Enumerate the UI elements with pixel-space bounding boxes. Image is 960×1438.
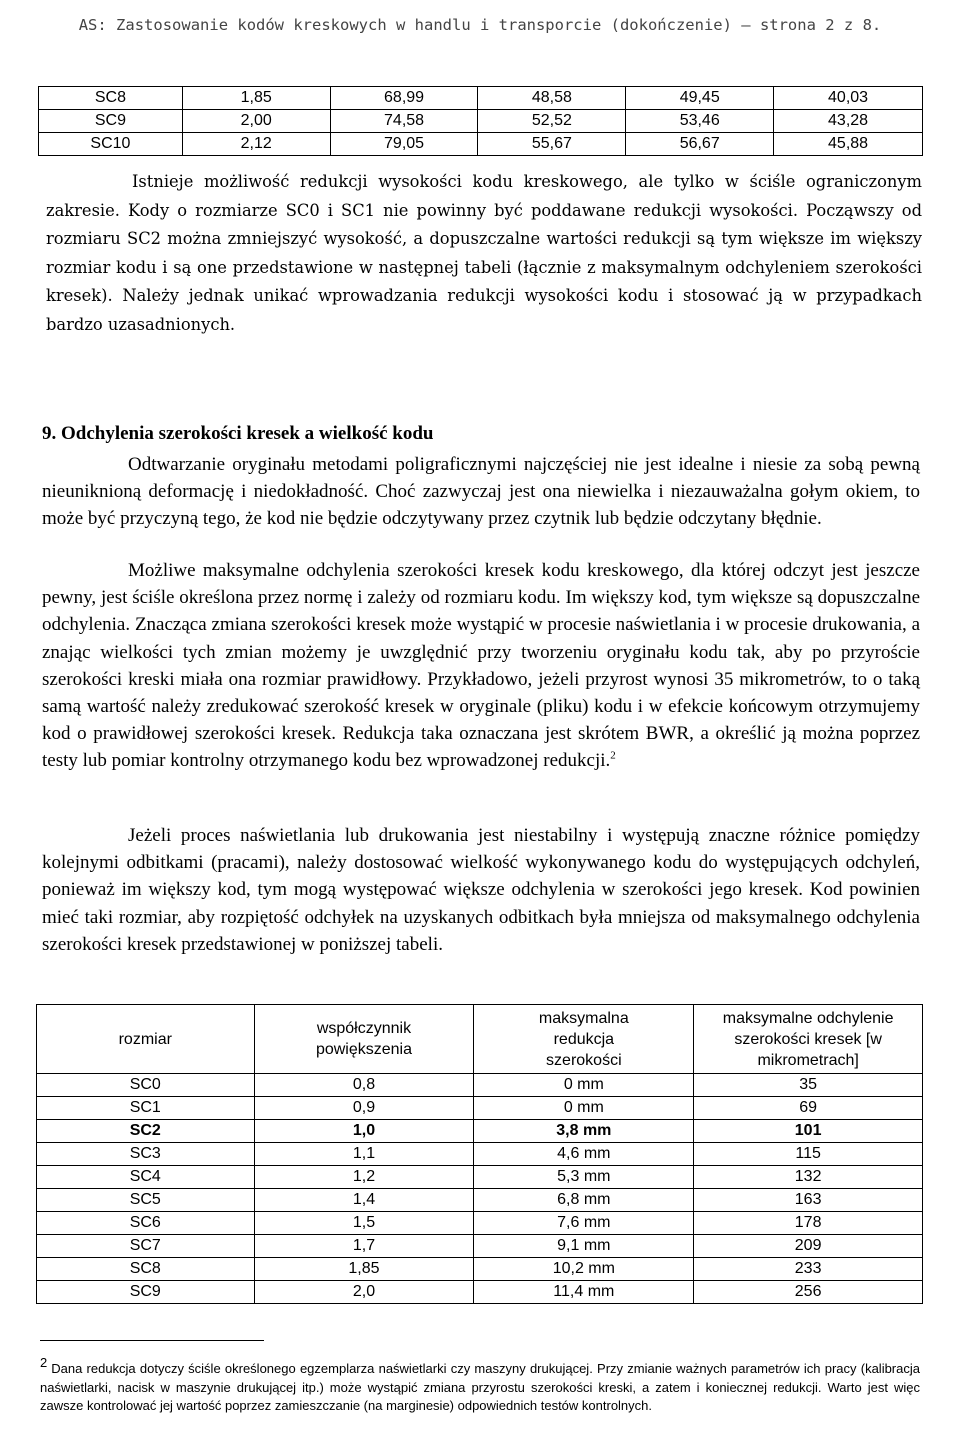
table-cell: 69	[694, 1097, 923, 1120]
table-row	[37, 1166, 923, 1189]
footnote-text: Dana redukcja dotyczy ściśle określonego egzemplarza naświetlarki czy maszyny drukującej. Przy zmianie ważnych parametrów ich pracy (kalibracja naświetlarki, nacisk w maszynie drukującej itp.) może wystąpić zmiana przyrostu szerokości kreski, a zatem i koniecznej redukcji. Warto jest więc zawsze kontrolować jej wartość poprzez zamieszczanie (na marginesie) odpowiednich testów kontrolnych.	[40, 1361, 920, 1413]
table-row	[37, 1281, 923, 1304]
table-cell: 3,8 mm	[474, 1120, 694, 1143]
table-cell: SC10	[39, 133, 183, 156]
table-cell: SC4	[37, 1166, 255, 1189]
size-reduction-table	[36, 1004, 923, 1304]
table-cell: SC7	[37, 1235, 255, 1258]
table-row	[37, 1097, 923, 1120]
table-cell: 2,00	[182, 110, 330, 133]
table-cell: 49,45	[626, 87, 774, 110]
table-cell: 43,28	[774, 110, 923, 133]
table-cell: 0 mm	[474, 1097, 694, 1120]
section-paragraph-1: Odtwarzanie oryginału metodami poligraficznymi najczęściej nie jest idealne i niesie za sobą pewną nieuniknioną deformację i niedokładność. Choć zazwyczaj jest ona niewielka i niezauważalna gołym okiem, to może być przyczyną tego, że kod nie będzie odczytywany przez czytnik lub będzie odczytany błędnie.	[42, 454, 920, 530]
table-cell: 115	[694, 1143, 923, 1166]
table-cell: SC1	[37, 1097, 255, 1120]
table-cell: 2,12	[182, 133, 330, 156]
table-row-highlighted	[37, 1120, 923, 1143]
table-cell: 1,7	[254, 1235, 474, 1258]
table-row	[39, 110, 923, 133]
section-heading: 9. Odchylenia szerokości kresek a wielkość kodu	[42, 423, 434, 444]
table-cell: 1,1	[254, 1143, 474, 1166]
table-cell: 132	[694, 1166, 923, 1189]
table-cell: 53,46	[626, 110, 774, 133]
table-cell: 0 mm	[474, 1074, 694, 1097]
table-header-row	[37, 1005, 923, 1074]
footnote	[40, 1355, 920, 1416]
table-row	[37, 1143, 923, 1166]
table-cell: SC8	[39, 87, 183, 110]
table-cell: 6,8 mm	[474, 1189, 694, 1212]
table-row	[37, 1258, 923, 1281]
column-header: współczynnik powiększenia	[254, 1005, 474, 1074]
table-cell: 0,9	[254, 1097, 474, 1120]
table-cell: 178	[694, 1212, 923, 1235]
table-cell: SC9	[37, 1281, 255, 1304]
table-cell: 35	[694, 1074, 923, 1097]
table-cell: SC5	[37, 1189, 255, 1212]
table-cell: 1,2	[254, 1166, 474, 1189]
column-header: rozmiar	[37, 1005, 255, 1074]
table-cell: 68,99	[330, 87, 478, 110]
table-cell: SC6	[37, 1212, 255, 1235]
footnote-reference[interactable]: 2	[610, 750, 616, 763]
table-cell: 1,85	[254, 1258, 474, 1281]
table-cell: 101	[694, 1120, 923, 1143]
table-row	[37, 1212, 923, 1235]
table-cell: 55,67	[478, 133, 626, 156]
table-row	[37, 1189, 923, 1212]
section-paragraph-2	[42, 557, 920, 775]
table-cell: 1,4	[254, 1189, 474, 1212]
table-cell: 48,58	[478, 87, 626, 110]
table-row	[39, 133, 923, 156]
paragraph-text: Możliwe maksymalne odchylenia szerokości kresek kodu kreskowego, dla której odczyt jest jeszcze pewny, jest ściśle określona przez normę i zależy od rozmiaru kodu. Im większy kod, tym większe są dopuszczalne odchylenia. Znacząca zmiana szerokości kresek może wystąpić w procesie naświetlania i w procesie drukowania, a znając wielkości tych zmian możemy je uwzględnić przy tworzeniu oryginału kodu tak, aby po przyroście szerokości kreski miała ona rozmiar prawidłowy. Przykładowo, jeżeli przyrost wynosi 35 mikrometrów, to o taką samą wartość należy zredukować szerokość kresek w oryginale (pliku) kodu i w efekcie końcowym otrzymujemy kod o prawidłowej szerokości kresek. Redukcja taka oznaczana jest skrótem BWR, a określić ją można poprzez testy lub pomiar kontrolny otrzymanego kodu bez wprowadzonej redukcji.	[42, 560, 920, 772]
table-row	[39, 87, 923, 110]
intro-paragraph: Istnieje możliwość redukcji wysokości kodu kreskowego, ale tylko w ściśle ograniczonym zakresie. Kody o rozmiarze SC0 i SC1 nie powinny być poddawane redukcji wysokości. Począwszy od rozmiaru SC2 można zmniejszyć wysokość, a dopuszczalne wartości redukcji są tym większe im większy rozmiar kodu i są one przedstawione w następnej tabeli (łącznie z maksymalnym odchyleniem szerokości kresek). Należy jednak unikać wprowadzania redukcji wysokości kodu i stosować ją w przypadkach bardzo uzasadnionych.	[46, 172, 922, 334]
table-cell: 52,52	[478, 110, 626, 133]
table-cell: 40,03	[774, 87, 923, 110]
table-cell: 10,2 mm	[474, 1258, 694, 1281]
table-cell: 7,6 mm	[474, 1212, 694, 1235]
table-cell: 79,05	[330, 133, 478, 156]
table-cell: SC9	[39, 110, 183, 133]
column-header: maksymalne odchylenie szerokości kresek [w mikrometrach]	[694, 1005, 923, 1074]
table-cell: 163	[694, 1189, 923, 1212]
table-cell: 233	[694, 1258, 923, 1281]
dimensions-table-continued	[38, 86, 923, 156]
table-cell: 45,88	[774, 133, 923, 156]
table-cell: SC8	[37, 1258, 255, 1281]
table-cell: 0,8	[254, 1074, 474, 1097]
table-row	[37, 1235, 923, 1258]
table-cell: 256	[694, 1281, 923, 1304]
table-cell: 56,67	[626, 133, 774, 156]
table-cell: 1,5	[254, 1212, 474, 1235]
table-cell: 74,58	[330, 110, 478, 133]
page-header: AS: Zastosowanie kodów kreskowych w handlu i transporcie (dokończenie) – strona 2 z 8.	[78, 16, 882, 34]
footnote-separator	[40, 1340, 264, 1341]
table-row	[37, 1074, 923, 1097]
table-cell: 2,0	[254, 1281, 474, 1304]
table-cell: SC2	[37, 1120, 255, 1143]
table-cell: 1,0	[254, 1120, 474, 1143]
table-cell: 11,4 mm	[474, 1281, 694, 1304]
table-cell: SC3	[37, 1143, 255, 1166]
table-cell: 9,1 mm	[474, 1235, 694, 1258]
table-cell: SC0	[37, 1074, 255, 1097]
table-cell: 5,3 mm	[474, 1166, 694, 1189]
table-cell: 209	[694, 1235, 923, 1258]
footnote-number: 2	[40, 1355, 48, 1370]
table-cell: 1,85	[182, 87, 330, 110]
column-header: maksymalna redukcja szerokości	[474, 1005, 694, 1074]
table-cell: 4,6 mm	[474, 1143, 694, 1166]
section-paragraph-3: Jeżeli proces naświetlania lub drukowania jest niestabilny i występują znaczne różnice pomiędzy kolejnymi odbitkami (pracami), należy dostosować wielkość wykonywanego kodu do występujących odchyleń, ponieważ im większy kod, tym mogą występować większe odchylenia w szerokości jego kresek. Kod powinien mieć taki rozmiar, aby rozpiętość odchyłek na uzyskanych odbitkach była mniejsza od maksymalnego odchylenia szerokości kresek przedstawionej w poniższej tabeli.	[42, 825, 920, 955]
